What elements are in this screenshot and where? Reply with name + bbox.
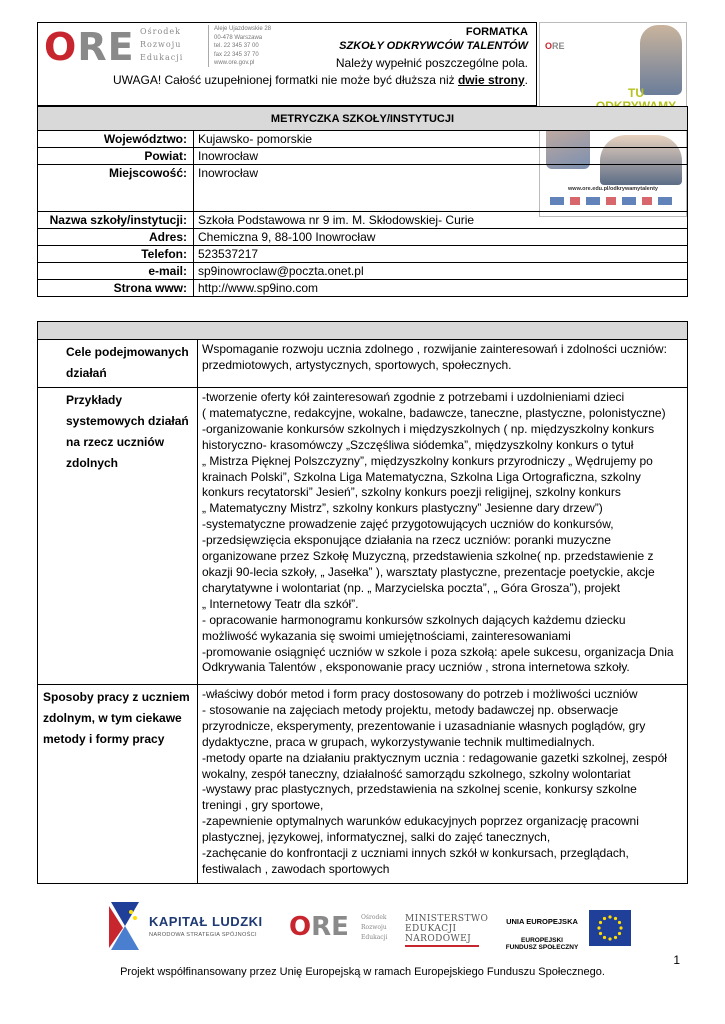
field-value: http://www.sp9ino.com xyxy=(194,280,688,297)
row-content xyxy=(198,388,688,685)
table-row xyxy=(38,246,688,263)
ministry-line: EDUKACJI xyxy=(405,924,457,934)
field-value: Inowrocław xyxy=(194,165,688,212)
table-row xyxy=(38,165,688,212)
ministry-line: MINISTERSTWO xyxy=(405,914,489,924)
ore-word-1: Ośrodek xyxy=(361,914,387,921)
content-line: -właściwy dobór metod i form pracy dostosowany do potrzeb i możliwości uczniów xyxy=(202,687,638,701)
content-line: -systematyczne prowadzenie zajęć przygotowujących uczniów do konkursów, xyxy=(202,517,614,532)
field-label: Nazwa szkoły/instytucji: xyxy=(38,212,194,229)
field-label: Adres: xyxy=(38,229,194,246)
poster-ore-o: O xyxy=(545,41,553,51)
content-line: okazji 90-lecia szkoły, „ Jasełka” ), warsztaty plastyczne, prezentacje poetyckie, akcje xyxy=(202,564,655,579)
content-line: ( matematyczne, redakcyjne, wokalne, badawcze, taneczne, plastyczne, polonistyczne) xyxy=(202,405,666,420)
ore-footer-logo xyxy=(289,912,399,948)
row-label: Cele podejmowanych działań xyxy=(38,340,198,388)
field-label: Powiat: xyxy=(38,148,194,165)
content-line: konkurs recytatorski” Jesień”, szkolny konkurs poezji religijnej, szkolny konkurs xyxy=(202,485,621,500)
table-row xyxy=(38,388,688,685)
field-value: Szkoła Podstawowa nr 9 im. M. Skłodowskiej- Curie xyxy=(194,212,688,229)
content-line: organizowane przez Szkołę Muzyczną, przedstawienia szkolne( np. przedstawienie z xyxy=(202,549,654,564)
row-label: Sposoby pracy z uczniem zdolnym, w tym ciekawe metody i formy pracy xyxy=(38,685,198,884)
form-warning xyxy=(113,73,528,87)
poster-ore-logo: ORE xyxy=(545,41,565,51)
ore-word-3: Edukacji xyxy=(140,53,184,62)
ore-word-3: Edukacji xyxy=(361,934,388,941)
content-line: „ Internetowy Teatr dla szkół”. xyxy=(202,596,359,611)
content-line: - opracowanie harmonogramu konkursów szkolnych dających każdemu dziecku xyxy=(202,612,626,627)
content-line: - stosowanie na zajęciach metody projektu, metody badawczej np. obserwacje xyxy=(202,702,619,717)
field-value: sp9inowroclaw@poczta.onet.pl xyxy=(194,263,688,280)
form-instruction: Należy wypełnić poszczególne pola. xyxy=(335,56,528,70)
field-label: Województwo: xyxy=(38,131,194,148)
ore-logo-words xyxy=(140,25,183,64)
content-line: przedmiotowych, artystycznych, sportowych, społecznych. xyxy=(202,357,512,372)
form-subtitle: SZKOŁY ODKRYWCÓW TALENTÓW xyxy=(339,40,528,52)
footer-text: Projekt współfinansowany przez Unię Europejską w ramach Europejskiego Funduszu Społecznego. xyxy=(120,966,605,978)
field-label: Telefon: xyxy=(38,246,194,263)
row-label: Przykłady systemowych działań na rzecz uczniów zdolnych xyxy=(38,388,198,685)
content-line: treningi , gry sportowe, xyxy=(202,798,324,813)
content-line: wokalny, zespół taneczny, działalność samorządu szkolnego, szkolny wolontariat xyxy=(202,766,631,781)
content-line: Wspomaganie rozwoju ucznia zdolnego , rozwijanie zainteresowań i zdolności uczniów: xyxy=(202,342,667,356)
poster-photo-child xyxy=(640,25,682,95)
activities-header xyxy=(38,322,688,340)
content-line: plastycznej, językowej, informatycznej, salki do zajęć tanecznych, xyxy=(202,830,551,845)
eu-flag-icon xyxy=(589,910,631,946)
address-line: www.ore.gov.pl xyxy=(214,60,255,66)
address-divider xyxy=(208,25,209,67)
table-row xyxy=(38,229,688,246)
form-header xyxy=(37,22,537,106)
eu-fund-line1: EUROPEJSKI xyxy=(521,937,563,944)
content-line: „ Mistrza Pięknej Polszczyzny”, międzyszkolny konkurs przyrodniczy „ Wędrujemy po xyxy=(202,453,653,468)
kapital-ludzki-title: KAPITAŁ LUDZKI xyxy=(149,914,263,929)
metadata-title-row xyxy=(38,107,688,131)
field-value: Kujawsko- pomorskie xyxy=(194,131,688,148)
ore-word-2: Rozwoju xyxy=(361,924,387,931)
table-row xyxy=(38,131,688,148)
warning-text: UWAGA! Całość uzupełnionej formatki nie może być dłuższa niż xyxy=(112,73,458,87)
table-row xyxy=(38,148,688,165)
ore-logo-o: O xyxy=(44,25,78,69)
warning-suffix: . xyxy=(524,73,528,87)
content-line: -zapewnienie optymalnych warunków edukacyjnych poprzez organizację pracowni xyxy=(202,814,639,829)
ore-footer-o: O xyxy=(289,912,312,942)
ore-logo-letters: ORE xyxy=(44,25,135,69)
field-value: Inowrocław xyxy=(194,148,688,165)
kapital-ludzki-icon xyxy=(107,900,143,952)
content-line: festiwalach , zawodach sportowych xyxy=(202,861,390,876)
content-line: -przedsięwzięcia eksponujące działania na rzecz uczniów: poranki muzyczne xyxy=(202,533,611,548)
content-line: możliwość wykazania się swoimi umiejętnościami, zainteresowaniami xyxy=(202,628,571,643)
ministry-logo xyxy=(405,914,489,944)
activities-header-row xyxy=(38,322,688,340)
kapital-ludzki-logo xyxy=(107,900,273,954)
content-line: dydaktyczne, praca w grupach, wykorzystywanie technik multimedialnych. xyxy=(202,734,595,749)
field-label: Strona www: xyxy=(38,280,194,297)
field-value: Chemiczna 9, 88-100 Inowrocław xyxy=(194,229,688,246)
content-line: Odkrywania Talentów , eksponowanie pracy uczniów , strona internetowa szkoły. xyxy=(202,660,630,675)
address-line: 00-478 Warszawa xyxy=(214,34,263,41)
kapital-ludzki-subtitle: NARODOWA STRATEGIA SPÓJNOŚCI xyxy=(149,932,257,938)
content-line: -zachęcanie do konfrontacji z uczniami innych szkół w konkursach, przeglądach, xyxy=(202,846,629,861)
eu-fund-line2: FUNDUSZ SPOŁECZNY xyxy=(505,944,579,951)
table-row xyxy=(38,685,688,884)
ore-footer-words xyxy=(361,913,387,943)
content-line: krainach Polski”, Szkolna Liga Matematyczna, Szkolna Liga Ortograficzna, szkolny xyxy=(202,469,641,484)
table-row xyxy=(38,340,688,388)
ore-word-1: Ośrodek xyxy=(140,27,182,36)
eu-name: UNIA EUROPEJSKA xyxy=(506,917,578,926)
ore-address xyxy=(214,25,304,68)
ore-footer-letters: ORE xyxy=(289,912,349,942)
school-metadata-table xyxy=(37,106,688,297)
content-line: -metody oparte na działaniu praktycznym ucznia : redagowanie gazetki szkolnej, zespół xyxy=(202,750,667,765)
table-row xyxy=(38,263,688,280)
address-line: Aleje Ujazdowskie 28 xyxy=(214,26,272,32)
ministry-underline xyxy=(405,945,479,947)
content-line: -tworzenie oferty kół zainteresowań zgodnie z potrzebami i uzdolnieniami dzieci xyxy=(202,390,625,404)
address-line: tel. 22 345 37 00 xyxy=(214,43,259,49)
school-activities-table xyxy=(37,321,688,884)
table-row xyxy=(38,212,688,229)
field-value: 523537217 xyxy=(194,246,688,263)
metadata-title: METRYCZKA SZKOŁY/INSTYTUCJI xyxy=(38,107,688,131)
content-line: -wystawy prac plastycznych, przedstawienia na szkolnej scenie, konkursy szkolne xyxy=(202,782,637,797)
content-line: historyczno- krasomówczy „Szczęśliwa siódemka”, międzyszkolny konkurs o tytuł xyxy=(202,437,634,452)
content-line: charytatywne i wolontariat (np. „ Marzycielska poczta”, „ Góra Grosza”), projekt xyxy=(202,580,621,595)
row-content xyxy=(198,340,688,388)
slogan-line: TU xyxy=(628,86,644,100)
poster-url: www.ore.edu.pl/odkrywamytalenty xyxy=(568,186,658,192)
content-line: -organizowanie konkursów szkolnych i międzyszkolnych ( np. międzyszkolny konkurs xyxy=(202,421,655,436)
content-line: przyrodnicze, eksperymenty, prezentowanie i uzasadnianie własnych poglądów, gry xyxy=(202,718,646,733)
warning-emphasis: dwie strony xyxy=(457,73,525,87)
content-line: „ Matematyczny Mistrz”, szkolny konkurs plastyczny” Jesienne dary drzew”) xyxy=(202,501,603,516)
row-content xyxy=(198,685,688,884)
field-label: Miejscowość: xyxy=(38,165,194,212)
field-label: e-mail: xyxy=(38,263,194,280)
content-line: -promowanie osiągnięć uczniów w szkole i poza szkołą: apele sukcesu, organizacja Dnia xyxy=(202,644,674,659)
eu-text xyxy=(496,917,588,951)
form-title: FORMATKA xyxy=(465,26,528,38)
page-number: 1 xyxy=(673,953,680,967)
ore-logo xyxy=(44,25,204,71)
address-line: fax 22 345 37 70 xyxy=(214,51,259,58)
table-row xyxy=(38,280,688,297)
ore-word-2: Rozwoju xyxy=(140,40,182,49)
ministry-line: NARODOWEJ xyxy=(405,934,472,944)
